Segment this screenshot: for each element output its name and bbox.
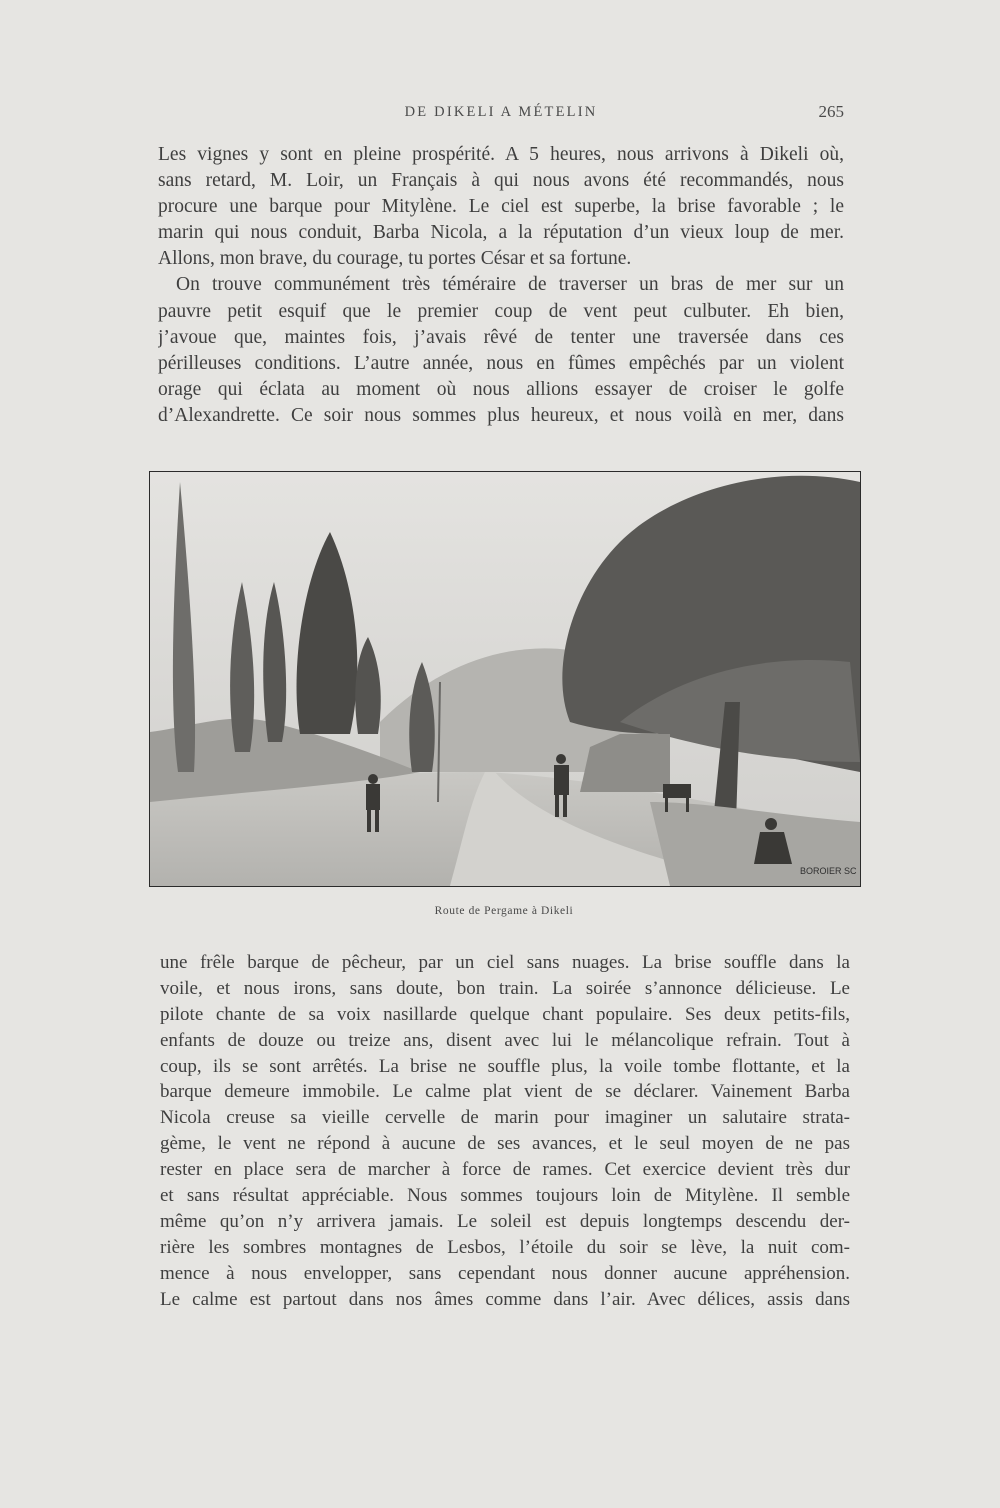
page-number: 265 bbox=[818, 102, 844, 121]
text-line: périlleuses conditions. L’autre année, nous en fûmes empêchés par un violent bbox=[158, 352, 844, 374]
text-line: procure une barque pour Mitylène. Le ciel est superbe, la brise favorable ; le bbox=[158, 196, 844, 218]
text-line: sans retard, M. Loir, un Français à qui nous avons été recommandés, nous bbox=[158, 170, 844, 192]
text-line: Le calme est partout dans nos âmes comme dans l’air. Avec délices, assis dans bbox=[160, 1288, 850, 1310]
text-line: On trouve communément très téméraire de traverser un bras de mer sur un bbox=[176, 274, 844, 296]
text-line: et sans résultat appréciable. Nous sommes toujours loin de Mitylène. Il semble bbox=[160, 1185, 850, 1207]
text-line: enfants de douze ou treize ans, disent avec lui le mélancolique refrain. Tout à bbox=[160, 1029, 850, 1051]
text-line: Nicola creuse sa vieille cervelle de marin pour imaginer un salutaire strata- bbox=[160, 1107, 850, 1129]
text-line: une frêle barque de pêcheur, par un ciel sans nuages. La brise souffle dans la bbox=[160, 952, 850, 973]
text-line: barque demeure immobile. Le calme plat vient de se déclarer. Vainement Barba bbox=[160, 1081, 850, 1103]
text-line: voile, et nous irons, sans doute, bon train. La soirée s’annonce délicieuse. Le bbox=[160, 977, 850, 999]
text-line: coup, ils se sont arrêtés. La brise ne souffle plus, la voile tombe flottante, et la bbox=[160, 1055, 850, 1077]
text-line: rière les sombres montagnes de Lesbos, l’étoile du soir se lève, la nuit com- bbox=[160, 1236, 850, 1258]
road-scene-illustration bbox=[150, 472, 860, 886]
text-line: rester en place sera de marcher à force de rames. Cet exercice devient très dur bbox=[160, 1159, 850, 1181]
text-line: pilote chante de sa voix nasillarde quelque chant populaire. Ses deux petits-fils, bbox=[160, 1003, 850, 1025]
text-block-top bbox=[158, 142, 844, 429]
engraver-signature: BOROIER SC bbox=[800, 866, 857, 876]
text-line: gème, le vent ne répond à aucune de ses avances, et le seul moyen de ne pas bbox=[160, 1133, 850, 1155]
text-line: pauvre petit esquif que le premier coup de vent peut culbuter. Eh bien, bbox=[158, 300, 844, 322]
photograph-road-pergame-dikeli bbox=[149, 471, 861, 887]
text-line: mence à nous envelopper, sans cependant nous donner aucune appréhension. bbox=[160, 1262, 850, 1284]
text-line: orage qui éclata au moment où nous allions essayer de croiser le golfe bbox=[158, 378, 844, 400]
text-line: j’avoue que, maintes fois, j’avais rêvé de tenter une traversée dans ces bbox=[158, 326, 844, 348]
text-line: même qu’on n’y arrivera jamais. Le soleil est depuis longtemps descendu der- bbox=[160, 1210, 850, 1232]
figure-caption: Route de Pergame à Dikeli bbox=[434, 905, 574, 917]
running-title: DE DIKELI A MÉTELIN bbox=[404, 104, 598, 120]
running-head bbox=[158, 104, 844, 128]
text-block-bottom bbox=[160, 950, 850, 1312]
text-line: marin qui nous conduit, Barba Nicola, a la réputation d’un vieux loup de mer. bbox=[158, 222, 844, 244]
text-line: Allons, mon brave, du courage, tu portes César et sa fortune. bbox=[158, 248, 632, 270]
text-line: d’Alexandrette. Ce soir nous sommes plus heureux, et nous voilà en mer, dans bbox=[158, 404, 844, 426]
text-line: Les vignes y sont en pleine prospérité. A 5 heures, nous arrivons à Dikeli où, bbox=[158, 144, 844, 165]
